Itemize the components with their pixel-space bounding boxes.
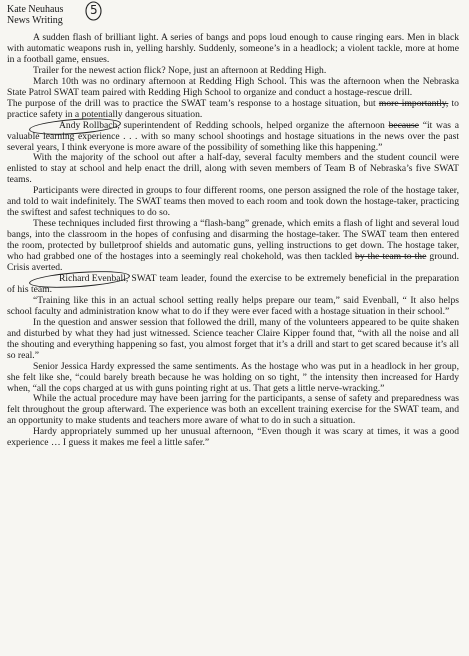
paragraph-3: March 10th was no ordinary afternoon at Redding High School. This was the afternoon when the Nebraska State Patrol SWAT team paired with Redding High School to organize and conduct a hostage-rescue drill. (7, 75, 459, 98)
article-body (7, 33, 459, 449)
paragraph-4-start: The purpose of the drill was to practice the SWAT team’s response to a hostage situation, but (7, 97, 379, 109)
paragraph-5-start: , superintendent of Redding schools, helped organize the afternoon (117, 119, 389, 131)
paragraph-5 (7, 121, 459, 154)
paragraph-8-end: ground. Crisis averted. (7, 251, 459, 274)
paragraph-9-end: , SWAT team leader, found the exercise to be extremely beneficial in the preparation of his team. (7, 272, 459, 295)
author-name: Kate Neuhaus (7, 4, 64, 15)
circled-name: Andy Rollbach (33, 121, 117, 132)
paragraph-7: Participants were directed in groups to four different rooms, one person assigned the role of the hostage taker, and told to wait indefinitely. The SWAT teams then moved to each room and took down the hostage-taker, practicing the swiftest and safest techniques to do so. (7, 185, 459, 219)
grade-value: 5 (90, 3, 98, 17)
handwritten-grade (85, 1, 102, 21)
paragraph-9 (7, 274, 459, 296)
paragraph-6: With the majority of the school out after a half-day, several faculty members and the student council were enlisted to stay at school and help enact the drill, along with seven members of Team B of Nebraska’s five SWAT teams. (7, 152, 459, 186)
circled-name: Richard Evenball (33, 274, 126, 285)
struck-text: more importantly, (378, 97, 449, 109)
document-header (7, 4, 459, 26)
paragraph-2: Trailer for the newest action flick? Nope, just an afternoon at Redding High. (33, 64, 327, 76)
paragraph-1: A sudden flash of brilliant light. A series of bangs and pops loud enough to cause ringing ears. Men in black with automatic weapons rush in, yelling harshly. Suddenly, someone’s in a headlock; a violent tackle, more at home in a football game, ensues. (7, 32, 459, 65)
course-name: News Writing (7, 15, 63, 26)
paragraph-8-start: These techniques included first throwing a “flash-bang” grenade, which emits a flash of light and several loud bangs, into the classroom in the hopes of confusing and disarming the hostage-taker. The SWAT team then entered the room, protected by bulletproof shields and automatic guns, yelling instructions to get down. The hostage taker, who had grabbed one of the hostages into a seemingly real chokehold, was then tackled (7, 218, 459, 263)
paragraph-10: “Training like this in an actual school setting really helps prepare our team,” said Evenball, “ It also helps school faculty and administration know what to do if they were ever faced with a hostage situation in their school.” (7, 294, 459, 317)
paragraph-13: While the actual procedure may have been jarring for the participants, a sense of safety and preparedness was felt throughout the group afterward. The experience was both an excellent training exercise for the SWAT team, and an opportunity to make students and teachers more aware of what to do in such a situation. (7, 393, 459, 427)
paragraph-11: In the question and answer session that followed the drill, many of the volunteers appeared to be quite shaken and disturbed by what they had just witnessed. Science teacher Claire Kipper found that, “with all the noise and all the shouting and everything happening so fast, you almost forget that it’s a drill and start to get scared because it’s all so real.” (7, 316, 459, 361)
paragraph-14: Hardy appropriately summed up her unusual afternoon, “Even though it was scary at times, it was a good experience … I guess it makes me feel a little safer.” (7, 426, 459, 449)
struck-text: because (388, 119, 419, 131)
paragraph-4 (7, 99, 459, 121)
paragraph-12: Senior Jessica Hardy expressed the same sentiments. As the hostage who was put in a headlock in her group, she felt like she, “could barely breath because he was holding on so tight, ” the intensity then increased for Hardy when, “all the cops charged at us with guns pointing right at us. That gets a little nerve-wracking.” (7, 360, 459, 394)
paragraph-4-end: to practice safety in a potentially dangerous situation. (7, 97, 459, 120)
paragraph-8 (7, 219, 459, 274)
paragraph-5-end: “it was a valuable learning experience . . . with so many school shootings and hostage situations in the news over the past several years, I think everyone is more aware of the possibility of something like this happening.” (7, 119, 459, 153)
struck-text: by the team to the (355, 251, 427, 263)
